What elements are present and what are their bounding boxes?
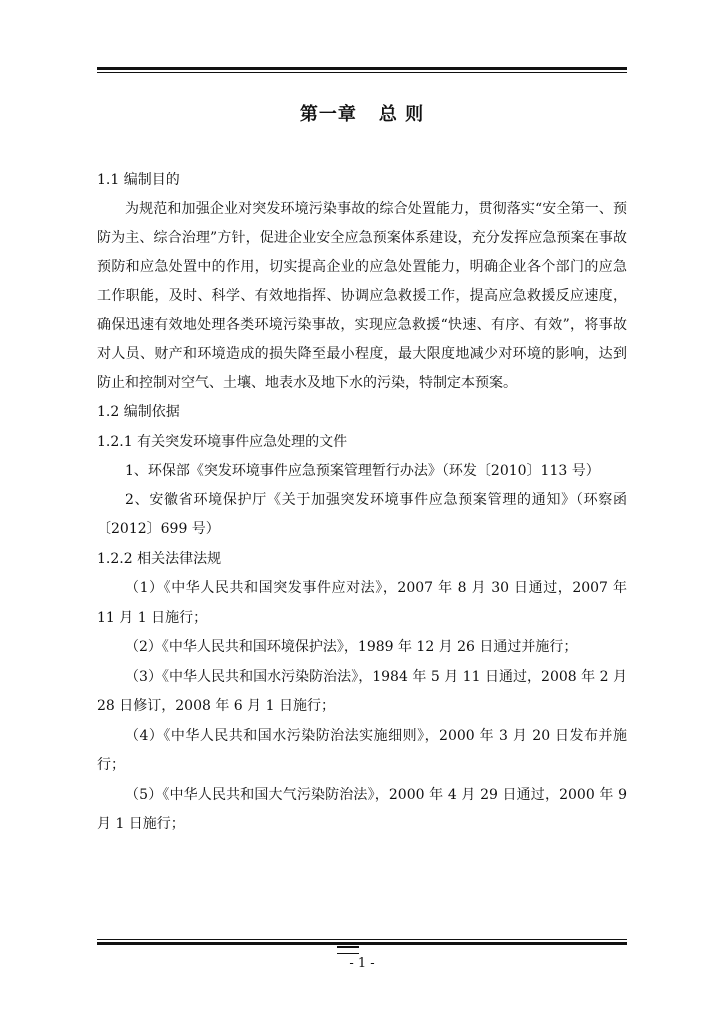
footer-rule-thick — [97, 942, 627, 945]
chapter-name: 总 则 — [378, 104, 425, 125]
section-heading-1-1: 1.1 编制目的 — [97, 172, 180, 188]
section-heading-1-2-1: 1.2.1 有关突发环境事件应急处理的文件 — [97, 434, 348, 450]
doc-item: 1、环保部《突发环境事件应急预案管理暂行办法》（环发〔2010〕113 号） — [125, 463, 600, 479]
doc-item: 2、安徽省环境保护厅《关于加强突发环境事件应急预案管理的通知》（环察函〔2012〕699 号） — [97, 492, 627, 537]
page-number-mark — [337, 946, 359, 954]
law-item: （3）《中华人民共和国水污染防治法》，1984 年 5 月 11 日通过，2008 年 2 月 28 日修订，2008 年 6 月 1 日施行； — [97, 668, 627, 714]
chapter-number: 第一章 — [299, 104, 357, 125]
section-heading-1-2-2: 1.2.2 相关法律法规 — [97, 551, 222, 567]
footer-rule-thin — [97, 939, 627, 940]
law-item: （5）《中华人民共和国大气污染防治法》，2000 年 4 月 29 日通过，2000 年 9 月 1 日施行； — [97, 786, 627, 832]
section-heading-1-2: 1.2 编制依据 — [97, 404, 180, 420]
law-item: （2）《中华人民共和国环境保护法》，1989 年 12 月 26 日通过并施行； — [125, 639, 578, 655]
paragraph-purpose: 为规范和加强企业对突发环境污染事故的综合处置能力，贯彻落实“安全第一、预防为主、综合治理”方针，促进企业安全应急预案体系建设，充分发挥应急预案在事故预防和应急处置中的作用，切实提高企业的应急处置能力，明确企业各个部门的应急工作职能，及时、科学、有效地指挥、协调应急救援工作，提高应急救援反应速度，确保迅速有效地处理各类环境污染事故，实现应急救援“快速、有序、有效”，将事故对人员、财产和环境造成的损失降至最小程度，最大限度地减少对环境的影响，达到防止和控制对空气、土壤、地表水及地下水的污染，特制定本预案。 — [97, 201, 627, 391]
law-item: （4）《中华人民共和国水污染防治法实施细则》，2000 年 3 月 20 日发布并施行； — [97, 727, 627, 773]
law-item: （1）《中华人民共和国突发事件应对法》，2007 年 8 月 30 日通过，2007 年 11 月 1 日施行； — [97, 580, 627, 626]
header-rule-thick — [97, 67, 627, 70]
header-rule-thin — [97, 72, 627, 73]
chapter-title — [97, 100, 627, 130]
page-body — [97, 100, 627, 840]
page-number: - 1 - — [349, 956, 375, 971]
